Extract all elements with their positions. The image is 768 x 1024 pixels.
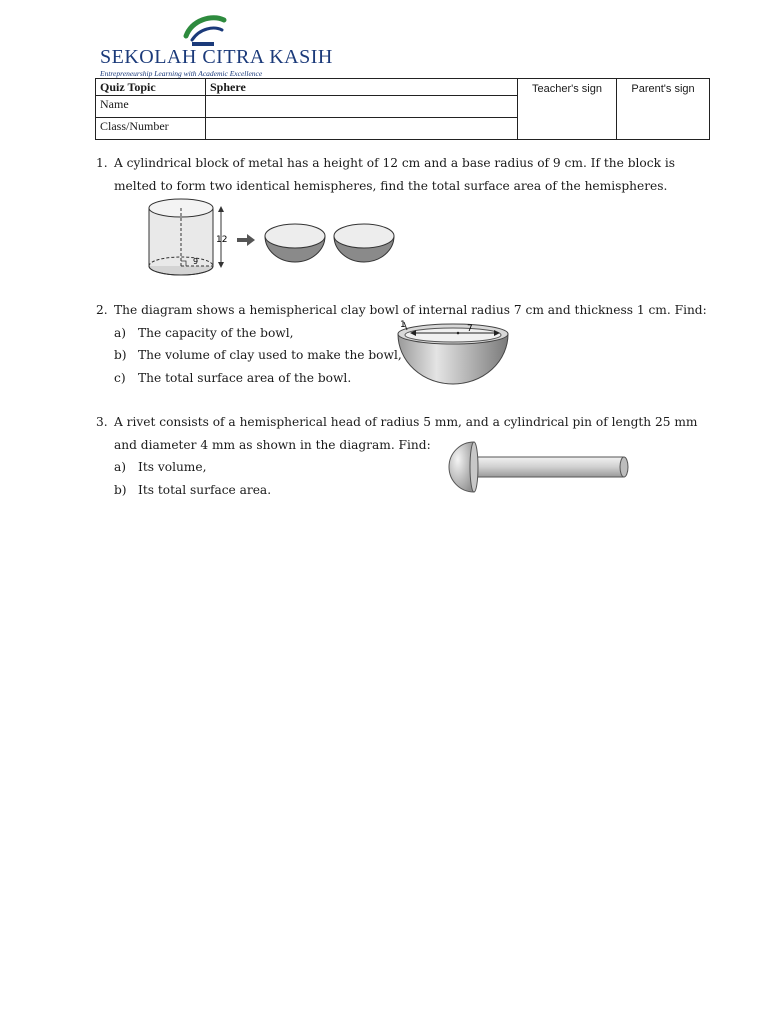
question-text-line: melted to form two identical hemispheres, find the total surface area of the hemispheres. xyxy=(114,178,668,193)
part-text: The capacity of the bowl, xyxy=(138,326,294,340)
name-field[interactable] xyxy=(206,96,518,118)
part-letter: a) xyxy=(114,460,127,474)
school-emblem-icon xyxy=(178,14,238,48)
height-label: 12 xyxy=(216,235,228,245)
teacher-sign-box[interactable] xyxy=(518,79,617,140)
part-letter: a) xyxy=(114,326,127,340)
hemisphere-shape-2 xyxy=(332,214,396,266)
radius-label: 9 xyxy=(193,257,199,266)
name-label: Name xyxy=(96,96,206,118)
question-text-line: and diameter 4 mm as shown in the diagram. Find: xyxy=(114,437,431,452)
question-1 xyxy=(96,152,696,202)
class-number-label: Class/Number xyxy=(96,118,206,140)
school-name: SEKOLAH CITRA KASIH xyxy=(100,46,333,68)
parent-sign-label: Parent's sign xyxy=(631,83,695,95)
question-number: 2. xyxy=(96,303,108,317)
quiz-info-table xyxy=(95,78,710,140)
question-number: 1. xyxy=(96,156,108,170)
question-number: 3. xyxy=(96,415,108,429)
cylinder-to-hemispheres-diagram xyxy=(145,198,335,286)
parent-sign-box[interactable] xyxy=(617,79,710,140)
thickness-label: 1 xyxy=(400,320,406,330)
quiz-topic-label: Quiz Topic xyxy=(96,79,206,96)
rivet-diagram xyxy=(448,438,630,494)
part-text: The total surface area of the bowl. xyxy=(138,371,352,385)
question-text-line: A cylindrical block of metal has a height of 12 cm and a base radius of 9 cm. If the block is xyxy=(114,156,675,170)
question-text-line: The diagram shows a hemispherical clay bowl of internal radius 7 cm and thickness 1 cm. Find: xyxy=(114,303,707,317)
part-letter: b) xyxy=(114,348,127,362)
part-text: Its total surface area. xyxy=(138,483,272,497)
part-letter: c) xyxy=(114,371,126,385)
teacher-sign-label: Teacher's sign xyxy=(532,83,602,95)
school-tagline: Entrepreneurship Learning with Academic Excellence xyxy=(100,69,263,78)
right-arrow-icon xyxy=(237,234,255,246)
part-text: The volume of clay used to make the bowl, xyxy=(138,348,402,362)
quiz-topic-value: Sphere xyxy=(206,79,518,96)
inner-radius-label: 7 xyxy=(467,324,473,334)
part-text: Its volume, xyxy=(138,460,207,474)
part-letter: b) xyxy=(114,483,127,497)
class-number-field[interactable] xyxy=(206,118,518,140)
question-text-line: A rivet consists of a hemispherical head of radius 5 mm, and a cylindrical pin of length 25 mm xyxy=(114,415,698,429)
hemispherical-bowl-diagram xyxy=(390,318,516,388)
school-logo xyxy=(98,14,333,80)
